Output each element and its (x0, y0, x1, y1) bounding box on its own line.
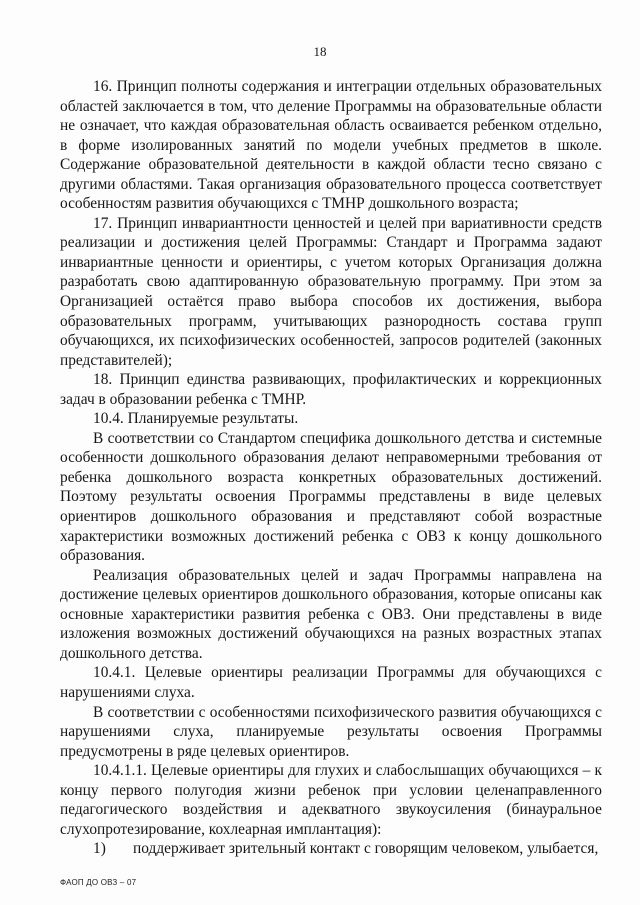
paragraph-principle-18: 18. Принцип единства развивающих, профилактических и коррекционных задач в образовании ребенка с ТМНР. (60, 371, 602, 408)
paragraph-principle-17: 17. Принцип инвариантности ценностей и целей при вариативности средств реализации и достижения целей Программы: Стандарт и Программа задают инвариантные ценности и ориентиры, с учетом которых Организация должна разработать свою адаптированную образовательную программу. При этом за Организацией остаётся право выбора способов их достижения, выбора образовательных программ, учитывающих разнородность состава групп обучающихся, их психофизических особенностей, запросов родителей (законных представителей); (60, 214, 602, 369)
section-heading-10-4-1-1: 10.4.1.1. Целевые ориентиры для глухих и слабослышащих обучающихся – к концу первого полугодия жизни ребенок при условии целенаправленного педагогического воздействия и адекватного звукоусиления (бинауральное слухопротезирование, кохлеарная имплантация): (60, 762, 602, 838)
list-item-number: 1) (93, 840, 106, 858)
paragraph-principle-16: 16. Принцип полноты содержания и интеграции отдельных образовательных областей заключается в том, что деление Программы на образовательные области не означает, что каждая образовательная область осваивается ребенком отдельно, в форме изолированных занятий по модели учебных предметов в школе. Содержание образовательной деятельности в каждой области тесно связано с другими областями. Такая организация образовательного процесса соответствует особенностям развития обучающихся с ТМНР дошкольного возраста; (60, 78, 602, 213)
document-body (60, 77, 602, 859)
paragraph-hearing: В соответствии с особенностями психофизического развития обучающихся с нарушениями слуха, планируемые результаты освоения Программы предусмотрены в ряде целевых ориентиров. (60, 703, 602, 760)
list-item-text: поддерживает зрительный контакт с говорящим человеком, улыбается, (133, 840, 599, 858)
section-heading-10-4-1: 10.4.1. Целевые ориентиры реализации Программы для обучающихся с нарушениями слуха. (60, 664, 602, 701)
page-number: 18 (313, 44, 327, 59)
document-footer: ФАОП ДО ОВЗ – 07 (60, 878, 137, 887)
list-item (60, 839, 602, 859)
paragraph-standard: В соответствии со Стандартом специфика дошкольного детства и системные особенности дошкольного образования делают неправомерными требования от ребенка дошкольного возраста конкретных образовательных достижений. Поэтому результаты освоения Программы представлены в виде целевых ориентиров дошкольного образования и представляют собой возрастные характеристики возможных достижений ребенка с ОВЗ к концу дошкольного образования. (60, 429, 602, 565)
paragraph-realization: Реализация образовательных целей и задач Программы направлена на достижение целевых ориентиров дошкольного образования, которые описаны как основные характеристики развития ребенка с ОВЗ. Они представлены в виде изложения возможных достижений обучающихся на разных возрастных этапах дошкольного детства. (60, 566, 602, 662)
section-heading-10-4: 10.4. Планируемые результаты. (93, 410, 299, 428)
